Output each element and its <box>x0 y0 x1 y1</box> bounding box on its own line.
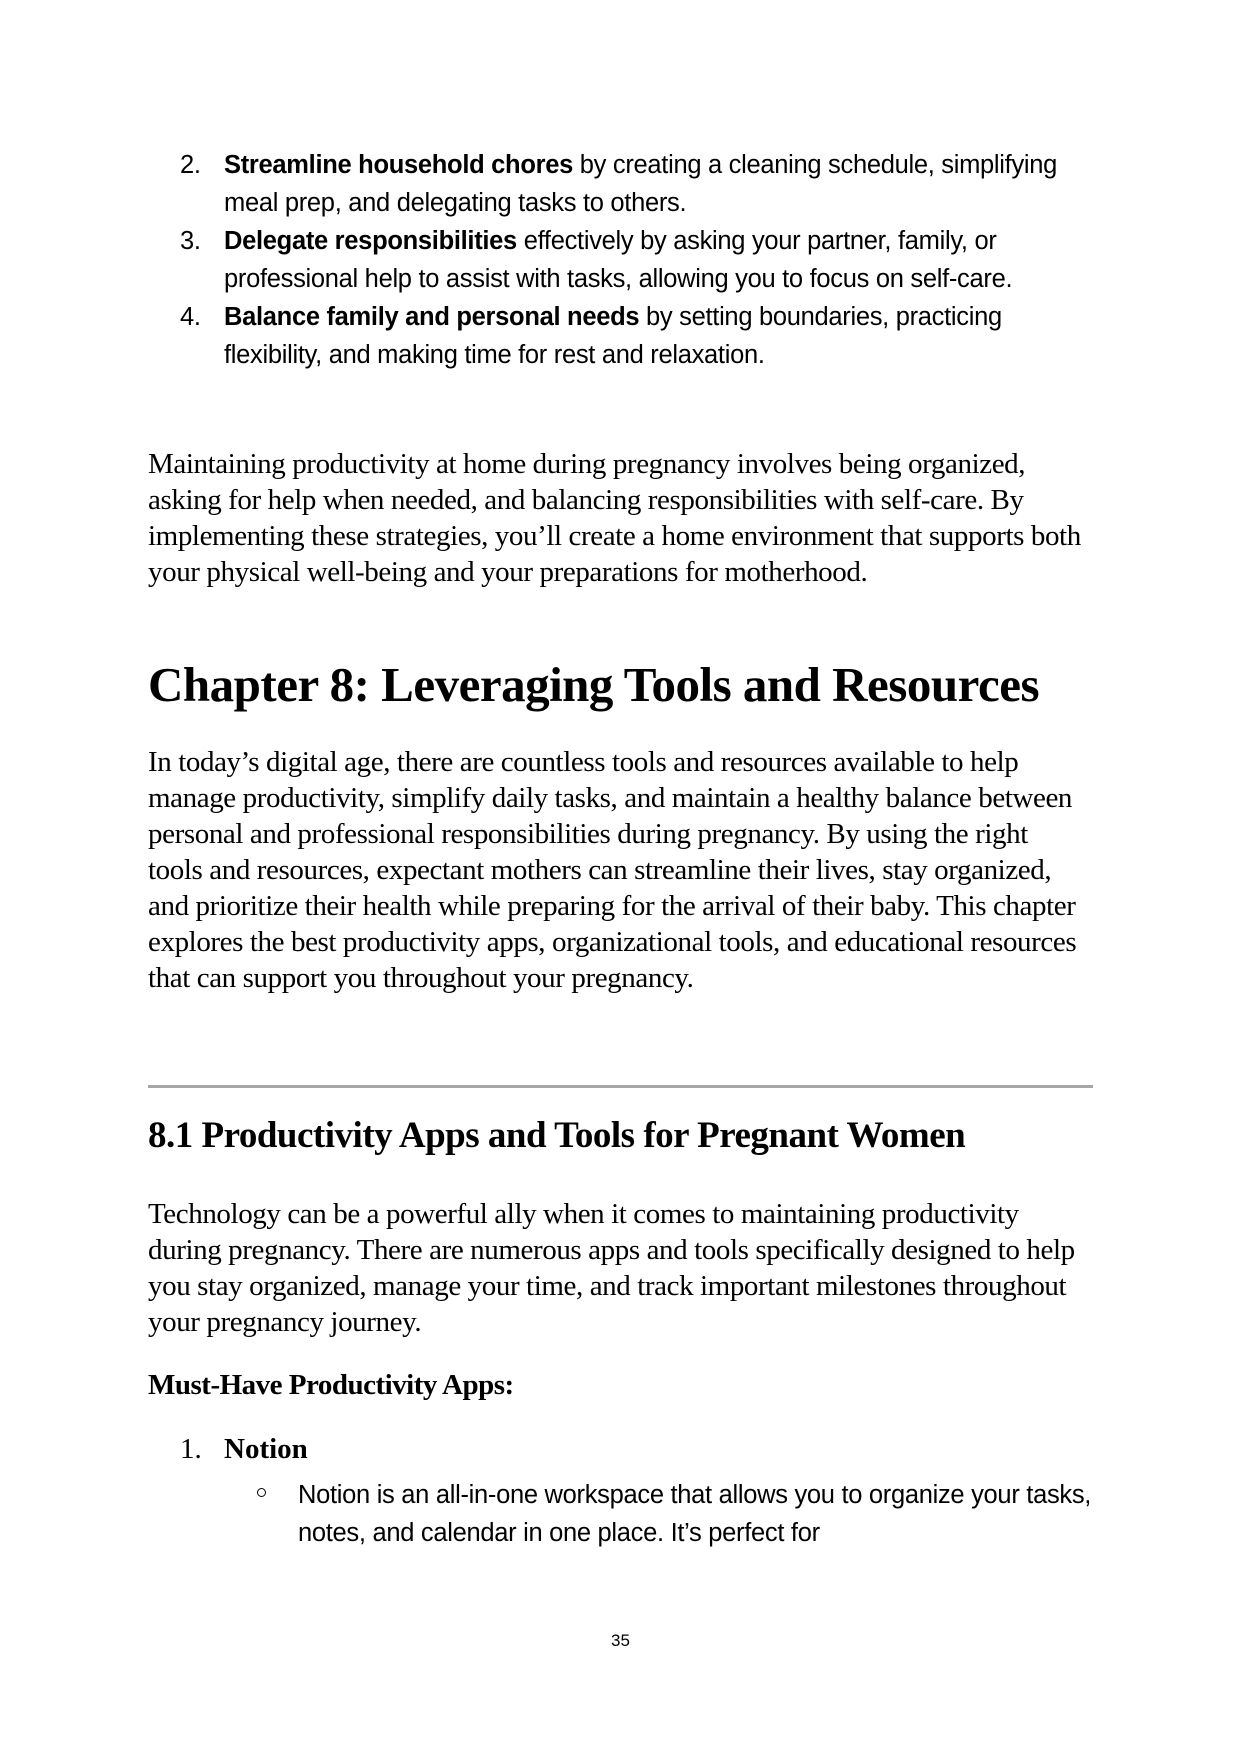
app-name: Notion <box>224 1433 308 1465</box>
list-item-text: by setting boundaries, practicing flexibility, and making time for rest and relaxation. <box>224 303 1002 369</box>
list-item-text: effectively by asking your partner, family, or professional help to assist with tasks, allowing you to focus on self-care. <box>224 227 1013 293</box>
list-number: 4. <box>180 303 201 331</box>
section-title: 8.1 Productivity Apps and Tools for Pregnant Women <box>148 1115 966 1156</box>
list-item <box>150 222 1100 298</box>
list-item-bold-lead: Streamline household chores <box>224 151 573 179</box>
list-item <box>150 146 1100 222</box>
list-item-bold-lead: Delegate responsibilities <box>224 227 517 255</box>
section-intro-paragraph: Technology can be a powerful ally when it comes to maintaining productivity during pregnancy. There are numerous apps and tools specifically designed to help you stay organized, manage your time, and track important milestones throughout your pregnancy journey. <box>148 1198 1075 1338</box>
hollow-circle-bullet-icon <box>257 1488 266 1497</box>
list-number: 2. <box>180 151 201 179</box>
chapter-title: Chapter 8: Leveraging Tools and Resources <box>148 657 1040 712</box>
app-list-item <box>180 1430 308 1468</box>
list-number: 3. <box>180 227 201 255</box>
bullet-text: Notion is an all-in-one workspace that allows you to organize your tasks, notes, and calendar in one place. It’s perfect for <box>298 1481 1092 1547</box>
horizontal-divider <box>148 1085 1093 1088</box>
list-item <box>150 298 1100 374</box>
list-item-text: by creating a cleaning schedule, simplifying meal prep, and delegating tasks to others. <box>224 151 1058 217</box>
page-number: 35 <box>611 1631 630 1650</box>
list-number: 1. <box>180 1433 202 1465</box>
closing-paragraph: Maintaining productivity at home during pregnancy involves being organized, asking for help when needed, and balancing responsibilities with self-care. By implementing these strategies, you’ll create a home environment that supports both your physical well-being and your preparations for motherhood. <box>148 448 1081 588</box>
continued-numbered-list <box>150 146 1100 374</box>
chapter-intro-paragraph: In today’s digital age, there are countless tools and resources available to help manage productivity, simplify daily tasks, and maintain a healthy balance between personal and professional responsibilities during pregnancy. By using the right tools and resources, expectant mothers can streamline their lives, stay organized, and prioritize their health while preparing for the arrival of their baby. This chapter explores the best productivity apps, organizational tools, and educational resources that can support you throughout your pregnancy. <box>148 746 1077 994</box>
list-item-bold-lead: Balance family and personal needs <box>224 303 640 331</box>
subheading: Must-Have Productivity Apps: <box>148 1369 514 1401</box>
